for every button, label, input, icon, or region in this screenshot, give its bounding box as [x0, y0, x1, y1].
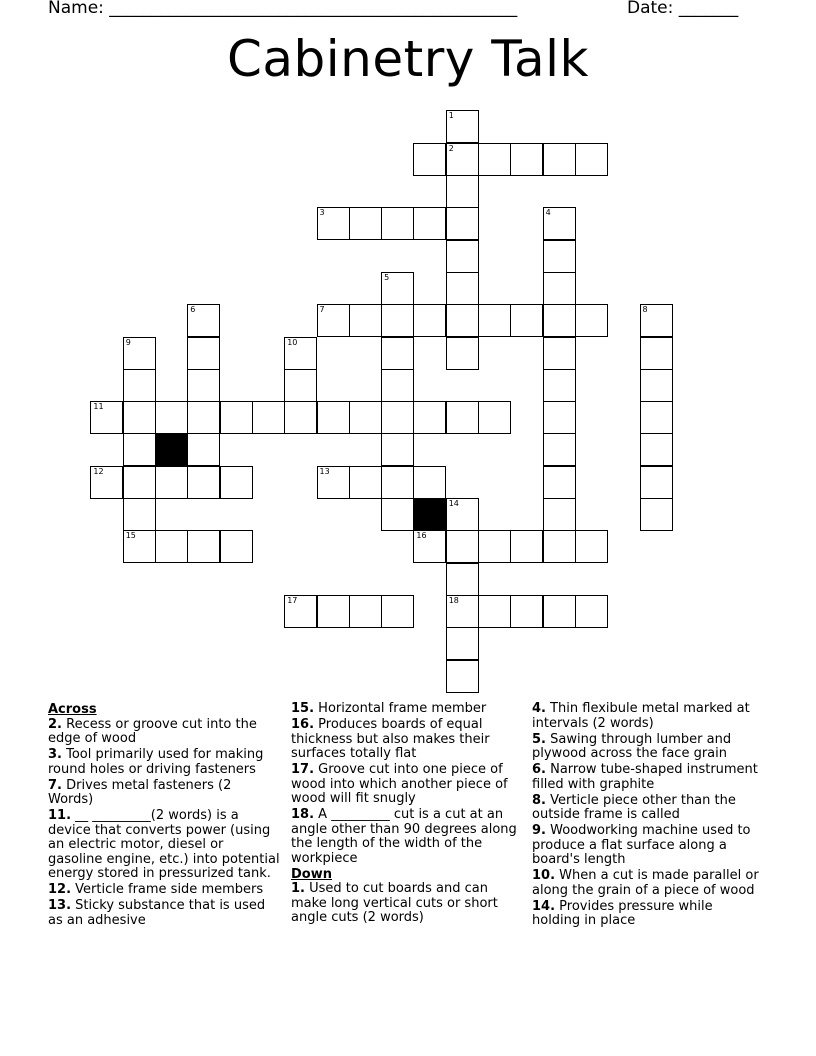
cell-number: 8 — [642, 305, 648, 315]
grid-cell[interactable] — [575, 530, 608, 563]
grid-block — [155, 433, 188, 466]
grid-cell[interactable] — [478, 143, 511, 176]
cell-number: 2 — [448, 143, 454, 153]
cell-number: 11 — [93, 402, 104, 412]
down-heading: Down — [291, 866, 332, 882]
grid-cell[interactable] — [155, 466, 188, 499]
grid-cell[interactable] — [187, 369, 220, 402]
grid-cell[interactable] — [284, 595, 317, 628]
across-heading: Across — [48, 702, 97, 717]
clue-text: Woodworking machine used to produce a flat surface along a board's length — [532, 823, 751, 867]
clue-text: Used to cut boards and can make long vertical cuts or short angle cuts (2 words) — [291, 881, 498, 925]
grid-cell[interactable] — [543, 401, 576, 434]
date-field-label: Date: _______ — [627, 0, 739, 18]
grid-cell[interactable] — [446, 337, 479, 370]
grid-cell[interactable] — [187, 304, 220, 337]
grid-cell[interactable] — [381, 498, 414, 531]
cell-number: 7 — [319, 305, 325, 315]
clue-number: 3. — [48, 747, 62, 762]
grid-cell[interactable] — [381, 207, 414, 240]
grid-cell[interactable] — [478, 530, 511, 563]
grid-cell[interactable] — [317, 595, 350, 628]
grid-cell[interactable] — [187, 401, 220, 434]
grid-cell[interactable] — [640, 304, 673, 337]
grid-cell[interactable] — [381, 466, 414, 499]
grid-cell[interactable] — [640, 369, 673, 402]
grid-cell[interactable] — [220, 466, 253, 499]
clue-text: Verticle piece other than the outside frame is called — [532, 792, 736, 822]
grid-cell[interactable] — [575, 143, 608, 176]
clue-item — [532, 763, 764, 792]
clue-number: 16. — [291, 717, 315, 732]
name-field-label: Name: ________________________________________________ — [48, 0, 518, 18]
clue-number: 7. — [48, 777, 62, 793]
clue-item — [532, 869, 764, 898]
grid-cell[interactable] — [640, 337, 673, 370]
grid-cell[interactable] — [446, 627, 479, 660]
clue-text: Verticle frame side members — [71, 882, 264, 897]
page-title: Cabinetry Talk — [226, 30, 590, 88]
clue-number: 4. — [532, 701, 546, 716]
clue-list — [291, 882, 523, 926]
grid-cell[interactable] — [317, 466, 350, 499]
grid-cell[interactable] — [123, 433, 156, 466]
grid-cell[interactable] — [381, 433, 414, 466]
grid-cell[interactable] — [413, 207, 446, 240]
grid-cell[interactable] — [543, 143, 576, 176]
grid-cell[interactable] — [446, 240, 479, 273]
clue-text: Drives metal fasteners (2 Words) — [48, 777, 232, 807]
grid-cell[interactable] — [446, 498, 479, 531]
clue-item — [532, 900, 764, 929]
grid-cell[interactable] — [446, 304, 479, 337]
grid-cell[interactable] — [155, 530, 188, 563]
grid-cell[interactable] — [123, 337, 156, 370]
clue-number: 2. — [48, 716, 62, 732]
grid-cell[interactable] — [510, 143, 543, 176]
clue-item — [291, 808, 523, 866]
grid-cell[interactable] — [640, 401, 673, 434]
grid-cell[interactable] — [575, 304, 608, 337]
grid-cell[interactable] — [510, 595, 543, 628]
clue-item — [291, 763, 523, 807]
grid-cell[interactable] — [349, 401, 382, 434]
grid-cell[interactable] — [446, 660, 479, 693]
grid-cell[interactable] — [510, 530, 543, 563]
clue-item — [291, 882, 523, 926]
clue-number: 6. — [532, 762, 546, 777]
grid-cell[interactable] — [187, 466, 220, 499]
grid-block — [413, 498, 446, 531]
grid-cell[interactable] — [317, 401, 350, 434]
grid-cell[interactable] — [187, 530, 220, 563]
clue-text: Narrow tube-shaped instrument filled with graphite — [532, 762, 758, 792]
clue-number: 13. — [48, 898, 72, 913]
grid-cell[interactable] — [252, 401, 285, 434]
grid-cell[interactable] — [543, 595, 576, 628]
grid-cell[interactable] — [446, 175, 479, 208]
grid-cell[interactable] — [123, 498, 156, 531]
clue-text: A _________ cut is a cut at an angle other than 90 degrees along the length of the width of the workpiece — [291, 807, 517, 866]
grid-cell[interactable] — [123, 369, 156, 402]
clue-text: Groove cut into one piece of wood into which another piece of wood will fit snugly — [291, 762, 508, 806]
grid-cell[interactable] — [446, 143, 479, 176]
clue-item — [48, 779, 280, 808]
grid-cell[interactable] — [446, 110, 479, 143]
clue-item — [532, 824, 764, 868]
clues-column-3 — [532, 702, 764, 930]
cell-number: 9 — [125, 337, 131, 347]
grid-cell[interactable] — [543, 466, 576, 499]
clue-item — [532, 702, 764, 731]
grid-cell[interactable] — [220, 530, 253, 563]
clue-number: 11. — [48, 808, 72, 823]
grid-cell[interactable] — [284, 337, 317, 370]
grid-cell[interactable] — [543, 272, 576, 305]
clue-number: 15. — [291, 701, 315, 716]
cell-number: 4 — [545, 208, 551, 218]
clue-number: 1. — [291, 881, 305, 896]
clue-list — [48, 718, 280, 929]
grid-cell[interactable] — [413, 401, 446, 434]
clue-item — [48, 809, 280, 882]
clue-text: Sticky substance that is used as an adhesive — [48, 898, 266, 928]
clue-text: Produces boards of equal thickness but also makes their surfaces totally flat — [291, 717, 490, 761]
grid-cell[interactable] — [478, 304, 511, 337]
clue-item — [291, 718, 523, 762]
grid-cell[interactable] — [317, 304, 350, 337]
cell-number: 13 — [319, 466, 330, 476]
grid-cell[interactable] — [284, 401, 317, 434]
clue-number: 9. — [532, 823, 546, 838]
grid-cell[interactable] — [640, 433, 673, 466]
grid-cell[interactable] — [413, 530, 446, 563]
clue-text: Tool primarily used for making round holes or driving fasteners — [48, 747, 264, 777]
grid-cell[interactable] — [543, 530, 576, 563]
grid-cell[interactable] — [123, 530, 156, 563]
clues-column-1 — [48, 702, 280, 930]
cell-number: 18 — [448, 595, 459, 605]
clue-item — [48, 748, 280, 777]
grid-cell[interactable] — [349, 207, 382, 240]
grid-cell[interactable] — [220, 401, 253, 434]
grid-cell[interactable] — [478, 595, 511, 628]
grid-cell[interactable] — [543, 369, 576, 402]
clue-number: 17. — [291, 762, 315, 777]
grid-cell[interactable] — [381, 304, 414, 337]
clue-item — [532, 794, 764, 823]
clue-list — [291, 702, 523, 866]
cell-number: 10 — [287, 337, 298, 347]
clue-item — [48, 718, 280, 747]
grid-cell[interactable] — [187, 433, 220, 466]
grid-cell[interactable] — [543, 240, 576, 273]
grid-cell[interactable] — [123, 466, 156, 499]
clue-item — [48, 883, 280, 898]
cell-number: 5 — [384, 272, 390, 282]
grid-cell[interactable] — [640, 466, 673, 499]
grid-cell[interactable] — [446, 530, 479, 563]
grid-cell[interactable] — [543, 337, 576, 370]
clue-number: 18. — [291, 807, 315, 822]
grid-cell[interactable] — [317, 207, 350, 240]
clue-text: __ _________(2 words) is a device that converts power (using an electric motor, diesel or gasoline engine, etc.) into potential energy stored in pressurized tank. — [48, 808, 280, 881]
clue-text: Provides pressure while holding in place — [532, 898, 713, 928]
clue-number: 14. — [532, 898, 556, 914]
grid-cell[interactable] — [90, 401, 123, 434]
clue-number: 8. — [532, 792, 546, 808]
grid-cell[interactable] — [543, 498, 576, 531]
grid-cell[interactable] — [155, 401, 188, 434]
grid-cell[interactable] — [446, 207, 479, 240]
cell-number: 12 — [93, 466, 104, 476]
clue-number: 10. — [532, 868, 556, 883]
grid-cell[interactable] — [446, 563, 479, 596]
clue-item — [291, 702, 523, 717]
grid-cell[interactable] — [123, 401, 156, 434]
grid-cell[interactable] — [284, 369, 317, 402]
clue-text: Horizontal frame member — [314, 701, 487, 716]
cell-number: 14 — [448, 499, 459, 508]
grid-cell[interactable] — [381, 369, 414, 402]
grid-cell[interactable] — [446, 272, 479, 305]
grid-cell[interactable] — [543, 433, 576, 466]
grid-cell[interactable] — [510, 304, 543, 337]
grid-cell[interactable] — [381, 401, 414, 434]
cell-number: 6 — [190, 305, 196, 315]
clue-list — [532, 702, 764, 929]
grid-cell[interactable] — [349, 595, 382, 628]
grid-cell[interactable] — [413, 304, 446, 337]
cell-number: 3 — [319, 208, 325, 218]
grid-cell[interactable] — [90, 466, 123, 499]
clue-text: Recess or groove cut into the edge of wood — [48, 716, 257, 746]
clue-number: 12. — [48, 882, 72, 897]
grid-cell[interactable] — [446, 401, 479, 434]
clue-item — [532, 733, 764, 762]
cell-number: 1 — [448, 111, 454, 121]
clue-text: When a cut is made parallel or along the grain of a piece of wood — [532, 868, 759, 898]
grid-cell[interactable] — [349, 304, 382, 337]
grid-cell[interactable] — [187, 337, 220, 370]
clue-text: Sawing through lumber and plywood across the face grain — [532, 731, 732, 761]
clue-text: Thin flexibule metal marked at intervals (2 words) — [532, 701, 750, 731]
grid-cell[interactable] — [543, 207, 576, 240]
grid-cell[interactable] — [543, 304, 576, 337]
grid-cell[interactable] — [478, 401, 511, 434]
grid-cell[interactable] — [413, 466, 446, 499]
grid-cell[interactable] — [381, 337, 414, 370]
clue-number: 5. — [532, 731, 546, 747]
grid-cell[interactable] — [381, 272, 414, 305]
clue-item — [48, 899, 280, 928]
grid-cell[interactable] — [446, 595, 479, 628]
grid-cell[interactable] — [381, 595, 414, 628]
grid-cell[interactable] — [575, 595, 608, 628]
clues-column-2 — [291, 702, 523, 927]
grid-cell[interactable] — [640, 498, 673, 531]
grid-cell[interactable] — [413, 143, 446, 176]
grid-cell[interactable] — [349, 466, 382, 499]
cell-number: 16 — [416, 531, 427, 541]
cell-number: 17 — [287, 595, 298, 605]
cell-number: 15 — [125, 531, 136, 541]
